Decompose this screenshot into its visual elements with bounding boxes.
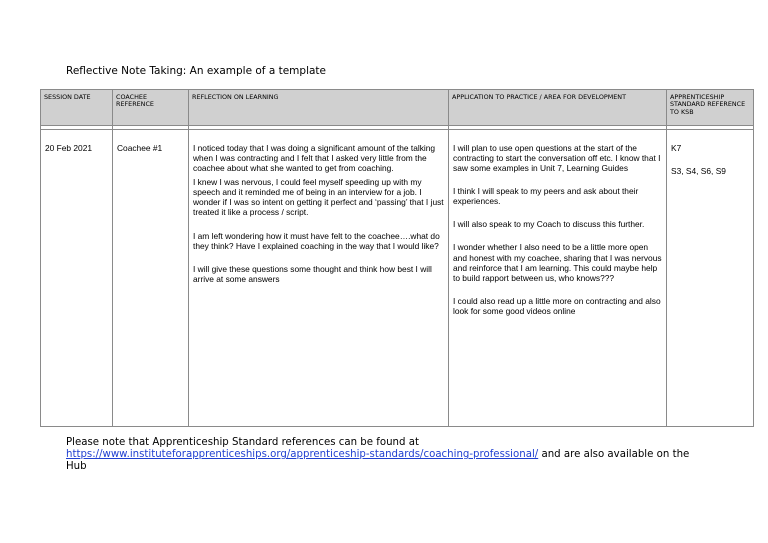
reflective-notes-table (40, 89, 754, 427)
reflection-paragraph: I am left wondering how it must have felt to the coachee….what do they think? Have I explained coaching in the way that I would like? (193, 230, 440, 251)
footnote-text-before: Please note that Apprenticeship Standard references can be found at (66, 437, 419, 448)
column-header-session-date: SESSION DATE (41, 90, 113, 126)
column-header-ksb-reference: APPRENTICESHIP STANDARD REFERENCE TO KSB (667, 90, 754, 126)
column-header-reflection: REFLECTION ON LEARNING (189, 90, 449, 126)
ksb-skills-ref: S3, S4, S6, S9 (671, 166, 726, 177)
reflection-cell (189, 130, 449, 427)
reflection-paragraph: I will give these questions some thought and think how best I will arrive at some answers (193, 263, 432, 284)
application-paragraph: I could also read up a little more on contracting and also look for some good videos online (453, 295, 661, 316)
apprenticeship-standards-link[interactable]: https://www.instituteforapprenticeships.org/apprenticeship-standards/coaching-professional/ (66, 449, 539, 461)
application-paragraph: I will plan to use open questions at the start of the contracting to start the conversation off etc. I know that I saw some examples in Unit 7, Learning Guides (453, 143, 661, 174)
application-paragraph: I think I will speak to my peers and ask about their experiences. (453, 186, 639, 207)
application-cell (449, 130, 667, 427)
coachee-reference-cell (113, 130, 189, 427)
footnote (66, 437, 706, 474)
application-paragraph: I wonder whether I also need to be a little more open and honest with my coachee, sharing that I was nervous and reinforce that I am learning. This could maybe help to build rapport between us, who knows??? (453, 242, 662, 283)
session-date-cell (41, 130, 113, 427)
ksb-knowledge-ref: K7 (671, 143, 682, 153)
reflection-paragraph: I knew I was nervous, I could feel myself speeding up with my speech and it reminded me of being in an interview for a job. I wonder if I was so intent on getting it perfect and ‘passing’ that I just treated it like a process / script. (193, 177, 444, 218)
table-header-row (41, 90, 754, 126)
session-date: 20 Feb 2021 (45, 143, 93, 153)
column-header-application: APPLICATION TO PRACTICE / AREA FOR DEVELOPMENT (449, 90, 667, 126)
reflection-paragraph: I noticed today that I was doing a significant amount of the talking when I was contracting and I felt that I asked very little from the coachee about what she wanted to get from coaching. (193, 143, 436, 174)
coachee-reference: Coachee #1 (117, 143, 163, 153)
document-title: Reflective Note Taking: An example of a template (66, 65, 327, 77)
footnote-text-after: and are also available on the Hub (66, 449, 690, 473)
ksb-reference-cell (667, 130, 754, 427)
application-paragraph: I will also speak to my Coach to discuss this further. (453, 219, 645, 230)
table-row (41, 130, 754, 427)
column-header-coachee-reference: COACHEE REFERENCE (113, 90, 189, 126)
